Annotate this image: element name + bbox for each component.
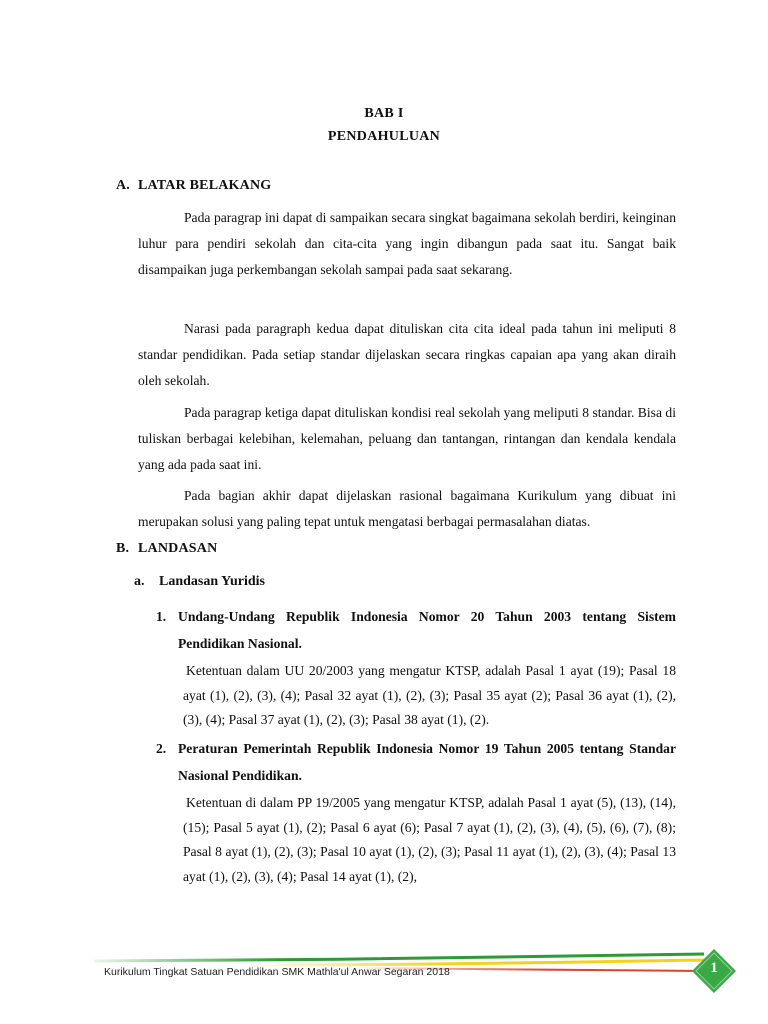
section-title: LANDASAN bbox=[138, 541, 218, 556]
law-item-2 bbox=[156, 735, 676, 889]
subsection-title: Landasan Yuridis bbox=[159, 574, 265, 589]
paragraph-2: Narasi pada paragraph kedua dapat dituliskan cita cita ideal pada tahun ini meliputi 8 standar pendidikan. Pada setiap standar dijelaskan secara ringkas capaian apa yang akan diraih oleh sekolah. bbox=[138, 321, 676, 388]
paragraph-4: Pada bagian akhir dapat dijelaskan rasional bagaimana Kurikulum yang dibuat ini merupakan solusi yang paling tepat untuk mengatasi berbagai permasalahan diatas. bbox=[138, 488, 676, 529]
subsection-number: a. bbox=[134, 574, 145, 589]
law-title bbox=[156, 735, 676, 789]
footer-text: Kurikulum Tingkat Satuan Pendidikan SMK Mathla'ul Anwar Segaran 2018 bbox=[104, 966, 450, 978]
law-title-text: Peraturan Pemerintah Republik Indonesia Nomor 19 Tahun 2005 tentang Standar Nasional Pendidikan. bbox=[178, 741, 676, 783]
section-number: B. bbox=[116, 541, 130, 556]
law-title-text: Undang-Undang Republik Indonesia Nomor 20 Tahun 2003 tentang Sistem Pendidikan Nasional. bbox=[178, 609, 676, 651]
footer-decoration bbox=[94, 940, 714, 990]
paragraph-1: Pada paragrap ini dapat di sampaikan secara singkat bagaimana sekolah berdiri, keinginan luhur para pendiri sekolah dan cita-cita yang ingin dibangun pada saat itu. Sangat baik disampaikan juga perkembangan sekolah sampai pada saat sekarang. bbox=[138, 210, 676, 277]
chapter-title: PENDAHULUAN bbox=[327, 129, 441, 144]
paragraph-3: Pada paragrap ketiga dapat dituliskan kondisi real sekolah yang meliputi 8 standar. Bisa di tuliskan berbagai kelebihan, kelemahan, peluang dan tantangan, rintangan dan kendala kendala yang ada pada saat ini. bbox=[138, 405, 676, 472]
section-title: LATAR BELAKANG bbox=[138, 178, 272, 193]
law-number: 1. bbox=[156, 609, 167, 624]
subsection-heading-landasan-yuridis bbox=[134, 574, 265, 590]
section-heading-landasan bbox=[116, 541, 217, 557]
page-number: 1 bbox=[710, 960, 718, 976]
chapter-number: BAB I bbox=[364, 106, 404, 121]
law-body: Ketentuan dalam UU 20/2003 yang mengatur KTSP, adalah Pasal 1 ayat (19); Pasal 18 ayat (1), (2), (3), (4); Pasal 32 ayat (1), (2), (3); Pasal 35 ayat (2); Pasal 36 ayat (1), (2), (3), (4); Pasal 37 ayat (1), (2), (3); Pasal 38 ayat (1), (2). bbox=[183, 663, 676, 727]
section-heading-latar-belakang bbox=[116, 178, 271, 194]
section-number: A. bbox=[116, 178, 131, 193]
law-number: 2. bbox=[156, 741, 167, 756]
law-body: Ketentuan di dalam PP 19/2005 yang mengatur KTSP, adalah Pasal 1 ayat (5), (13), (14), (15); Pasal 5 ayat (1), (2); Pasal 6 ayat (6); Pasal 7 ayat (1), (2), (3), (4), (5), (6), (7), (8); Pasal 8 ayat (1), (2), (3); Pasal 10 ayat (1), (2), (3); Pasal 11 ayat (1), (2), (3), (4); Pasal 13 ayat (1), (2), (3), (4); Pasal 14 ayat (1), (2), bbox=[183, 795, 676, 884]
law-item-1 bbox=[156, 603, 676, 733]
law-title bbox=[156, 603, 676, 657]
